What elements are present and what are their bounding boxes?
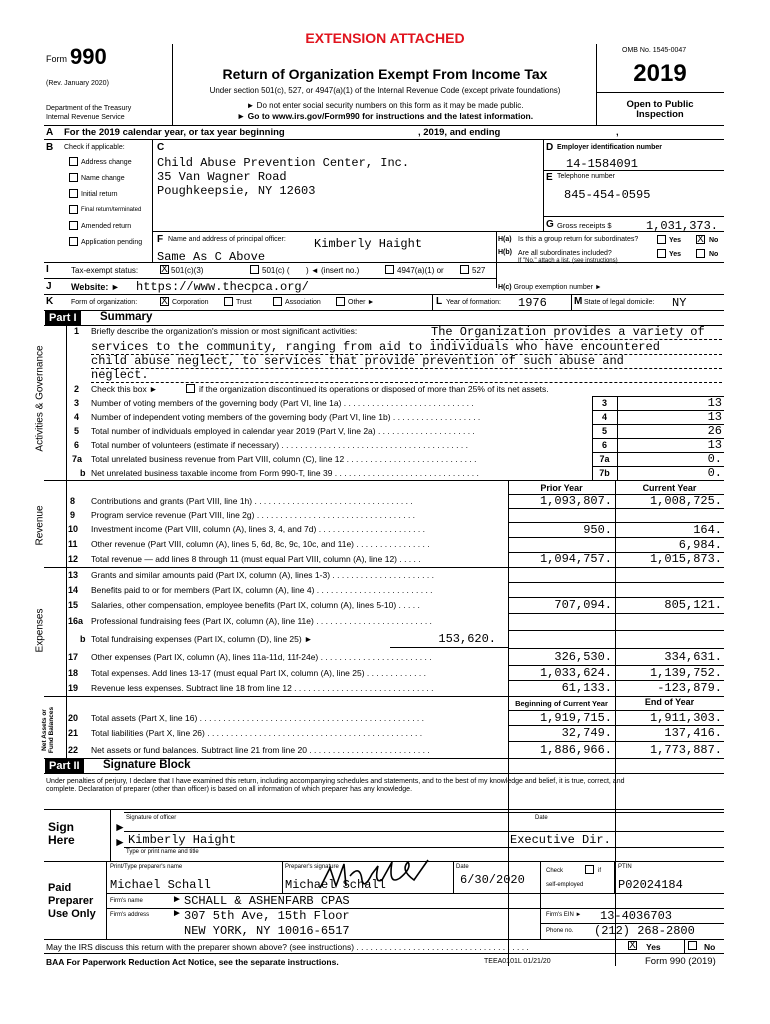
name-title-label: Type or print name and title xyxy=(126,849,199,855)
trust-label: Trust xyxy=(236,299,252,306)
prep-name-label: Print/Type preparer's name xyxy=(110,864,183,870)
omb-number: OMB No. 1545-0047 xyxy=(622,47,687,54)
initial-return-label: Initial return xyxy=(81,191,118,198)
other-label: Other ► xyxy=(348,299,375,306)
line15-prior: 707,094. xyxy=(554,598,612,612)
line-b-label: B xyxy=(46,142,54,153)
line7a-value: 0. xyxy=(707,452,722,466)
preparer-ptin: P02024184 xyxy=(618,878,683,892)
ha-yes-label: Yes xyxy=(669,237,682,244)
line10-text: Investment income (Part VIII, column (A), lines 3, 4, and 7d) . . . . . . . . . . . . . . . . . . . . . . . xyxy=(91,524,425,534)
final-return-label: Final return/terminated xyxy=(81,207,142,213)
discuss-text: May the IRS discuss this return with the preparer shown above? (see instructions) . . . . . . . . . . . . . . . . . . . . . . . . . . . . . . . . . . . . . xyxy=(46,942,529,952)
line-hb-label: H(b) xyxy=(498,249,512,256)
address-change-label: Address change xyxy=(81,159,132,166)
firm-address-label: Firm's address xyxy=(110,912,150,918)
website-label: Website: ► xyxy=(71,282,120,292)
line22-num: 22 xyxy=(68,745,79,755)
officer-date-label: Date xyxy=(535,815,548,821)
line11-num: 11 xyxy=(68,539,78,549)
line12-prior: 1,094,757. xyxy=(539,552,612,566)
line-e-label: E xyxy=(546,172,553,183)
line-a-text: For the 2019 calendar year, or tax year beginning xyxy=(64,127,285,138)
check-label: Check xyxy=(546,868,564,874)
hb-no-checkbox[interactable] xyxy=(696,249,705,258)
boy-header: Beginning of Current Year xyxy=(515,699,608,708)
line13-num: 13 xyxy=(68,570,79,580)
ha-no-checkbox[interactable]: X xyxy=(697,234,704,245)
line8-current: 1,008,725. xyxy=(649,494,722,508)
line12-text: Total revenue — add lines 8 through 11 (must equal Part VIII, column (A), line 12) . . . . . xyxy=(91,554,421,564)
preparer-name: Michael Schall xyxy=(110,878,211,892)
firm-name-label: Firm's name xyxy=(110,898,143,904)
line20-text: Total assets (Part X, line 16) . . . . . . . . . . . . . . . . . . . . . . . . . . . . . . . . . . . . . . . . . . . . . . . . xyxy=(91,713,425,723)
line18-current: 1,139,752. xyxy=(649,666,722,680)
ptin-label: PTIN xyxy=(618,864,632,870)
line19-current: -123,879. xyxy=(657,681,722,695)
self-employed-checkbox[interactable] xyxy=(585,865,594,874)
dept-line2: Internal Revenue Service xyxy=(46,114,125,121)
discuss-no-checkbox[interactable] xyxy=(688,941,697,950)
line7b-box: 7b xyxy=(599,468,610,478)
org-name: Child Abuse Prevention Center, Inc. xyxy=(157,156,410,170)
line3-text: Number of voting members of the governing body (Part VI, line 1a) . . . . . . . . . . . . . . . . . . . . . . . . . . . . xyxy=(91,398,474,408)
revision-date: (Rev. January 2020) xyxy=(46,80,109,87)
line6-box: 6 xyxy=(601,440,607,450)
line10-current: 164. xyxy=(693,523,722,537)
preparer-label: Preparer xyxy=(48,895,94,907)
line3-box: 3 xyxy=(601,398,607,408)
prep-date-label: Date xyxy=(456,864,469,870)
part1-tag: Part I xyxy=(45,311,81,325)
state-domicile-label: State of legal domicile: xyxy=(584,299,655,306)
line-hb-note: If "No," attach a list. (see instructions) xyxy=(518,258,618,264)
line16a-num: 16a xyxy=(68,616,84,626)
line16b-value: 153,620. xyxy=(438,632,496,646)
officer-name: Kimberly Haight xyxy=(314,237,423,251)
discuss-yes-checkbox[interactable]: X xyxy=(629,940,636,951)
line11-current: 6,984. xyxy=(678,538,722,552)
open-public-2: Inspection xyxy=(636,109,684,120)
line21-num: 21 xyxy=(68,728,79,738)
line-hc-text: Group exemption number ► xyxy=(513,284,602,291)
discontinued-checkbox[interactable] xyxy=(186,384,195,393)
line7b-value: 0. xyxy=(707,466,722,480)
status-501c-checkbox[interactable] xyxy=(250,265,259,274)
ssn-note: ► Do not enter social security numbers on this form as it may be made public. xyxy=(246,101,524,110)
firm-address-arrow-icon: ► xyxy=(172,908,182,919)
name-arrow-icon: ► xyxy=(114,835,126,849)
state-domicile-value: NY xyxy=(672,296,687,310)
sign-label: Sign xyxy=(48,820,74,834)
line13-text: Grants and similar amounts paid (Part IX, column (A), lines 1-3) . . . . . . . . . . . . . . . . . . . . . . xyxy=(91,570,434,580)
line4-text: Number of independent voting members of the governing body (Part VI, line 1b) . . . . . . . . . . . . . . . . . . . xyxy=(91,412,481,422)
discuss-yes-label: Yes xyxy=(646,942,661,952)
officer-label: Name and address of principal officer: xyxy=(168,236,286,243)
line1-text: Briefly describe the organization's mission or most significant activities: xyxy=(91,326,358,336)
preparer-date: 6/30/2020 xyxy=(460,873,525,887)
corporation-label: Corporation xyxy=(172,299,209,306)
line-k-label: K xyxy=(46,296,54,307)
officer-title: Executive Dir. xyxy=(510,833,611,847)
line17-current: 334,631. xyxy=(664,650,722,664)
corporation-checkbox[interactable]: X xyxy=(161,296,168,307)
line19-num: 19 xyxy=(68,683,79,693)
line-i-label: I xyxy=(46,264,49,275)
tax-year: 2019 xyxy=(633,60,687,87)
line7b-num: b xyxy=(80,468,86,478)
firm-name: SCHALL & ASHENFARB CPAS xyxy=(184,894,350,908)
final-return-checkbox[interactable] xyxy=(69,205,78,214)
line2-num: 2 xyxy=(74,384,80,394)
line21-text: Total liabilities (Part X, line 26) . . . . . . . . . . . . . . . . . . . . . . . . . . . . . . . . . . . . . . . . . . . . . . xyxy=(91,728,423,738)
status-501c3-label: 501(c)(3) xyxy=(171,266,204,275)
association-checkbox[interactable] xyxy=(273,297,282,306)
website-url[interactable]: https://www.thecpca.org/ xyxy=(136,280,309,294)
line20-num: 20 xyxy=(68,713,79,723)
line2-text-b: if the organization discontinued its operations or disposed of more than 25% of its net assets. xyxy=(199,384,549,394)
line19-text: Revenue less expenses. Subtract line 18 from line 12 . . . . . . . . . . . . . . . . . . . . . . . . . . . . . . xyxy=(91,683,434,693)
line10-num: 10 xyxy=(68,524,79,534)
gross-receipts-label: Gross receipts $ xyxy=(557,221,612,230)
officer-print-name: Kimberly Haight xyxy=(128,833,237,847)
line6-value: 13 xyxy=(707,438,722,452)
mission-line2: services to the community, ranging from aid to individuals who have encountered xyxy=(91,340,660,354)
line16b-text: Total fundraising expenses (Part IX, column (D), line 25) ► xyxy=(91,634,313,644)
line17-text: Other expenses (Part IX, column (A), lines 11a-11d, 11f-24e) . . . . . . . . . . . . . . . . . . . . . . . . xyxy=(91,652,432,662)
line5-box: 5 xyxy=(601,426,607,436)
status-4947-checkbox[interactable] xyxy=(385,265,394,274)
line17-prior: 326,530. xyxy=(554,650,612,664)
firm-address-line1: 307 5th Ave, 15th Floor xyxy=(184,909,350,923)
firm-name-arrow-icon: ► xyxy=(172,894,182,905)
mission-line1: The Organization provides a variety of xyxy=(431,325,705,339)
here-label: Here xyxy=(48,833,75,847)
line-m-label: M xyxy=(574,296,583,307)
line-c-label: C xyxy=(157,142,165,153)
org-address2: Poughkeepsie, NY 12603 xyxy=(157,184,316,198)
net-assets-side-1: Net Assets or xyxy=(41,709,48,751)
line7a-num: 7a xyxy=(72,454,83,464)
line16a-text: Professional fundraising fees (Part IX, column (A), line 11e) . . . . . . . . . . . . . . . . . . . . . . . . . xyxy=(91,616,432,626)
line20-eoy: 1,911,303. xyxy=(649,711,722,725)
other-checkbox[interactable] xyxy=(336,297,345,306)
line18-text: Total expenses. Add lines 13-17 (must equal Part IX, column (A), line 25) . . . . . . . . . . . . . xyxy=(91,668,426,678)
line-l-label: L xyxy=(436,296,443,307)
hb-no-label: No xyxy=(709,251,719,258)
preparer-signature-text: Michael Schall xyxy=(285,878,386,892)
ha-no-label: No xyxy=(709,237,719,244)
line16b-num: b xyxy=(80,634,86,644)
form-prefix: Form xyxy=(46,54,67,64)
current-year-header: Current Year xyxy=(642,483,697,493)
form-of-org-label: Form of organization: xyxy=(71,299,138,306)
activities-governance-side-label: Activities & Governance xyxy=(34,345,46,452)
self-employed-label: self-employed xyxy=(546,882,584,888)
firm-phone-label: Phone no. xyxy=(546,928,574,934)
ein-label: Employer identification number xyxy=(557,144,663,151)
status-527-label: 527 xyxy=(472,266,486,275)
line1-num: 1 xyxy=(74,326,80,336)
footer-form-label: Form 990 (2019) xyxy=(645,956,716,967)
eoy-header: End of Year xyxy=(644,697,695,707)
line21-eoy: 137,416. xyxy=(664,726,722,740)
officer-address: Same As C Above xyxy=(157,250,266,264)
line14-num: 14 xyxy=(68,585,79,595)
line7b-text: Net unrelated business taxable income from Form 990-T, line 39 . . . . . . . . . . . . . . . . . . . . . . . . . . . . . . . xyxy=(91,468,479,478)
line-f-label: F xyxy=(157,234,164,245)
part2-title: Signature Block xyxy=(103,759,191,771)
initial-return-checkbox[interactable] xyxy=(69,189,78,198)
phone-value: 845-454-0595 xyxy=(564,188,651,202)
line5-text: Total number of individuals employed in calendar year 2019 (Part V, line 2a) . . . . . . . . . . . . . . . . . . . . . xyxy=(91,426,475,436)
org-address1: 35 Van Wagner Road xyxy=(157,170,287,184)
part1-title: Summary xyxy=(100,311,153,323)
officer-signature-label: Signature of officer xyxy=(126,815,177,821)
line17-num: 17 xyxy=(68,652,79,662)
line4-value: 13 xyxy=(707,410,722,424)
group-exemption-label xyxy=(498,284,602,291)
application-pending-label: Application pending xyxy=(81,239,143,246)
line15-text: Salaries, other compensation, employee benefits (Part IX, column (A), lines 5-10) . . . . . xyxy=(91,600,420,610)
line-d-label: D xyxy=(546,142,554,153)
line8-prior: 1,093,807. xyxy=(539,494,612,508)
line9-text: Program service revenue (Part VIII, line 2g) . . . . . . . . . . . . . . . . . . . . . . . . . . . . . . . . . . xyxy=(91,510,416,520)
line-a-mid: , 2019, and ending xyxy=(418,127,501,138)
line4-num: 4 xyxy=(74,412,80,422)
line18-prior: 1,033,624. xyxy=(539,666,612,680)
amended-return-checkbox[interactable] xyxy=(69,221,78,230)
line7a-text: Total unrelated business revenue from Part VIII, column (C), line 12 . . . . . . . . . . . . . . . . . . . . . . . . . . . . xyxy=(91,454,477,464)
check-applicable-label: Check if applicable: xyxy=(64,144,125,151)
line5-num: 5 xyxy=(74,426,80,436)
line-g-label: G xyxy=(546,219,554,230)
firm-phone: (212) 268-2800 xyxy=(594,924,695,938)
status-527-checkbox[interactable] xyxy=(460,265,469,274)
ein-value: 14-1584091 xyxy=(566,157,639,171)
status-501c3-checkbox[interactable]: X xyxy=(161,264,168,275)
association-label: Association xyxy=(285,299,321,306)
line8-num: 8 xyxy=(70,496,76,506)
hb-yes-checkbox[interactable] xyxy=(657,249,666,258)
line15-current: 805,121. xyxy=(664,598,722,612)
year-formation-label: Year of formation: xyxy=(446,299,501,306)
mission-line3: child abuse neglect, to services that provide prevention of such abuse and xyxy=(91,354,624,368)
ha-yes-checkbox[interactable] xyxy=(657,235,666,244)
line9-num: 9 xyxy=(70,510,76,520)
name-change-label: Name change xyxy=(81,175,125,182)
line4-box: 4 xyxy=(601,412,607,422)
name-change-checkbox[interactable] xyxy=(69,173,78,182)
line3-value: 13 xyxy=(707,396,722,410)
line-ha-text: Is this a group return for subordinates? xyxy=(518,236,639,243)
line-a-end: , xyxy=(616,127,619,138)
line15-num: 15 xyxy=(68,600,79,610)
line12-current: 1,015,873. xyxy=(649,552,722,566)
line18-num: 18 xyxy=(68,668,79,678)
form-title: Return of Organization Exempt From Income Tax xyxy=(222,66,548,82)
status-501c-label: 501(c) ( xyxy=(262,266,290,275)
line-hb-text: Are all subordinates included? xyxy=(518,250,612,257)
line19-prior: 61,133. xyxy=(561,681,612,695)
irs-url-note: ► Go to www.irs.gov/Form990 for instructions and the latest information. xyxy=(236,111,534,121)
year-formation-value: 1976 xyxy=(518,296,547,310)
extension-attached-stamp: EXTENSION ATTACHED xyxy=(305,30,465,46)
amended-return-label: Amended return xyxy=(81,223,132,230)
line21-boy: 32,749. xyxy=(561,726,612,740)
perjury-line1: Under penalties of perjury, I declare that I have examined this return, including accompanying schedules and statements, and to the best of my knowledge and belief, it is true, correct, and xyxy=(46,778,625,785)
perjury-line2: complete. Declaration of preparer (other than officer) is based on all information of which preparer has any knowledge. xyxy=(46,786,413,793)
firm-address-line2: NEW YORK, NY 10016-6517 xyxy=(184,924,350,938)
dept-line1: Department of the Treasury xyxy=(46,105,132,112)
part2-tag: Part II xyxy=(45,759,84,773)
form-code: TEEA0101L 01/21/20 xyxy=(484,958,551,965)
line12-num: 12 xyxy=(68,554,79,564)
line3-num: 3 xyxy=(74,398,80,408)
line22-boy: 1,886,966. xyxy=(539,743,612,757)
trust-checkbox[interactable] xyxy=(224,297,233,306)
line2-text-a: Check this box ► xyxy=(91,384,158,394)
open-public-1: Open to Public xyxy=(626,99,694,110)
line-j-label: J xyxy=(46,281,52,292)
use-only-label: Use Only xyxy=(48,908,96,920)
expenses-side-label: Expenses xyxy=(34,608,46,653)
line11-text: Other revenue (Part VIII, column (A), lines 5, 6d, 8c, 9c, 10c, and 11e) . . . . . . . . . . . . . . . . xyxy=(91,539,430,549)
line-hc-label: H(c) xyxy=(498,284,512,291)
sign-arrow-icon: ► xyxy=(114,820,126,834)
form-number: 990 xyxy=(70,44,107,69)
net-assets-side-label xyxy=(41,700,55,760)
status-insert-no: ) ◄ (insert no.) xyxy=(306,266,360,275)
revenue-side-label: Revenue xyxy=(34,505,46,546)
phone-label: Telephone number xyxy=(557,173,615,180)
mission-line4: neglect. xyxy=(91,368,149,382)
line5-value: 26 xyxy=(707,424,722,438)
if-label: if xyxy=(598,868,601,874)
net-assets-side-2: Fund Balances xyxy=(48,706,55,754)
status-4947-label: 4947(a)(1) or xyxy=(397,266,444,275)
hb-yes-label: Yes xyxy=(669,251,682,258)
line22-eoy: 1,773,887. xyxy=(649,743,722,757)
line10-prior: 950. xyxy=(583,523,612,537)
line14-text: Benefits paid to or for members (Part IX, column (A), line 4) . . . . . . . . . . . . . . . . . . . . . . . . . xyxy=(91,585,433,595)
tax-exempt-label: Tax-exempt status: xyxy=(71,266,139,275)
baa-notice: BAA For Paperwork Reduction Act Notice, see the separate instructions. xyxy=(46,957,339,967)
discuss-no-label: No xyxy=(704,942,716,952)
paid-label: Paid xyxy=(48,882,72,894)
address-change-checkbox[interactable] xyxy=(69,157,78,166)
application-pending-checkbox[interactable] xyxy=(69,237,78,246)
prior-year-header: Prior Year xyxy=(540,483,583,493)
form-subtitle: Under section 501(c), 527, or 4947(a)(1) of the Internal Revenue Code (except private foundations) xyxy=(209,86,561,95)
line-ha-label: H(a) xyxy=(498,236,512,243)
line22-text: Net assets or fund balances. Subtract line 21 from line 20 . . . . . . . . . . . . . . . . . . . . . . . . . . xyxy=(91,745,430,755)
line6-num: 6 xyxy=(74,440,80,450)
line-a-label: A xyxy=(46,127,54,138)
line6-text: Total number of volunteers (estimate if necessary) . . . . . . . . . . . . . . . . . . . . . . . . . . . . . . . . . . . . . . . . xyxy=(91,440,468,450)
prep-sig-label: Preparer's signature xyxy=(285,864,339,870)
line7a-box: 7a xyxy=(599,454,610,464)
line20-boy: 1,919,715. xyxy=(539,711,612,725)
firm-ein: 13-4036703 xyxy=(600,909,673,923)
firm-ein-label: Firm's EIN ► xyxy=(546,912,582,918)
line8-text: Contributions and grants (Part VIII, line 1h) . . . . . . . . . . . . . . . . . . . . . . . . . . . . . . . . . . xyxy=(91,496,413,506)
preparer-signature-scribble xyxy=(316,856,434,896)
gross-receipts-value: 1,031,373. xyxy=(646,219,719,233)
